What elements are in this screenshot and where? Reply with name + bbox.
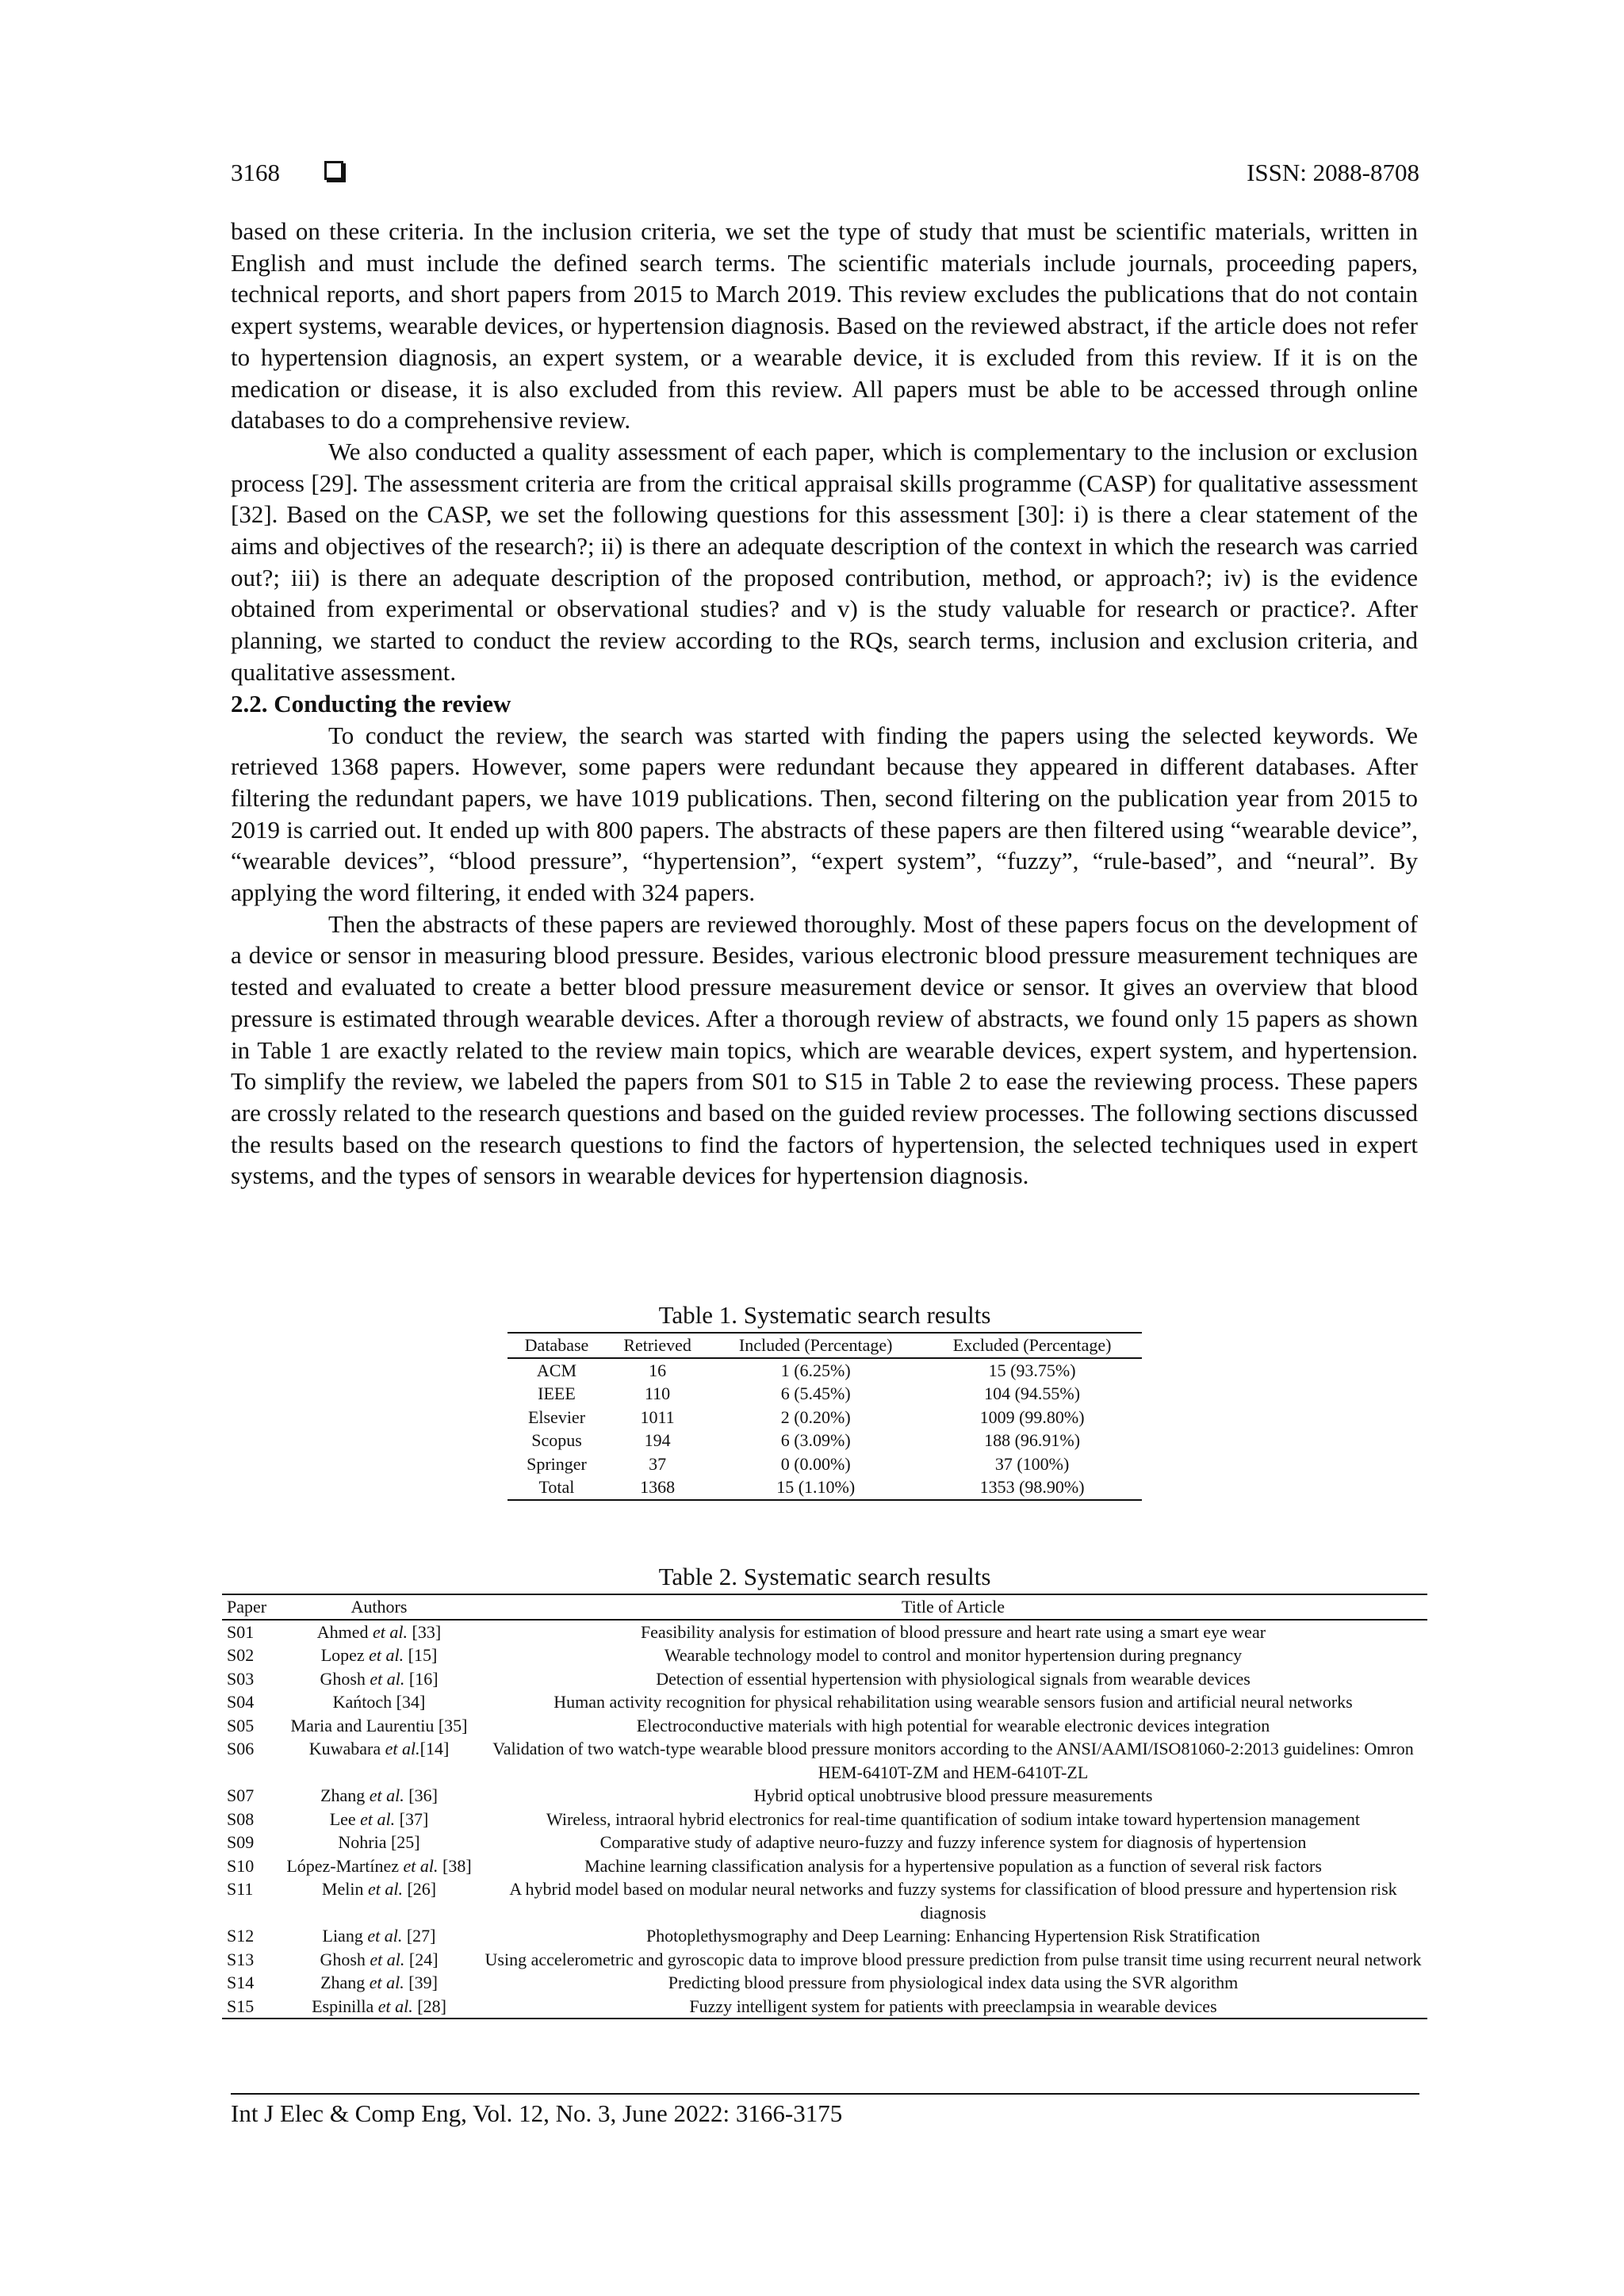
paper-id: S02	[227, 1645, 255, 1665]
table-1-caption: Table 1. Systematic search results	[658, 1301, 991, 1329]
et-al: et al.	[362, 1926, 403, 1946]
authors	[279, 1690, 479, 1714]
table-cell: Springer	[527, 1453, 587, 1474]
table-1-header: Database	[508, 1333, 606, 1358]
table-cell: Scopus	[531, 1430, 582, 1450]
authors	[279, 1667, 479, 1691]
article-title: Wearable technology model to control and monitor hypertension during pregnancy	[664, 1645, 1243, 1665]
table-2-header: Paper	[222, 1594, 279, 1620]
table-cell: 15 (1.10%)	[709, 1475, 922, 1500]
footer-divider	[231, 2093, 1419, 2095]
article-title: Wireless, intraoral hybrid electronics for real-time quantification of sodium intake toward hypertension management	[546, 1808, 1361, 1829]
table-row	[222, 1854, 1427, 1878]
reference: [33]	[408, 1621, 442, 1642]
authors	[279, 1854, 479, 1878]
table-cell: 15 (93.75%)	[988, 1360, 1076, 1380]
table-cell: 0 (0.00%)	[780, 1453, 851, 1474]
reference: [28]	[412, 1996, 446, 2016]
authors	[279, 1948, 479, 1972]
reference: [16]	[404, 1668, 439, 1689]
article-title: A hybrid model based on modular neural networks and fuzzy systems for classification of blood pressure and hypertension risk diagnosis	[509, 1879, 1397, 1923]
et-al: et al.	[365, 1668, 405, 1689]
reference: [38]	[438, 1855, 472, 1876]
author-name: Ahmed	[316, 1621, 369, 1642]
et-al: et al.	[363, 1879, 403, 1899]
author-name: Kuwabara	[308, 1739, 381, 1758]
table-1-header-row	[508, 1333, 1142, 1358]
reference: [24]	[404, 1949, 439, 1969]
table-cell: Total	[508, 1475, 606, 1500]
table-row	[222, 1620, 1427, 1644]
author-name: Liang	[322, 1926, 363, 1946]
authors	[279, 1995, 479, 2019]
paper-id: S08	[227, 1808, 255, 1829]
et-al: et al.	[355, 1808, 396, 1829]
article-title: Feasibility analysis for estimation of blood pressure and heart rate using a smart eye wear	[640, 1621, 1266, 1642]
table-2-caption: Table 2. Systematic search results	[658, 1563, 991, 1590]
article-title: Detection of essential hypertension with physiological signals from wearable devices	[656, 1668, 1251, 1689]
author-name: Kańtoch [34]	[332, 1692, 426, 1712]
author-name: Maria and Laurentiu [35]	[290, 1715, 468, 1735]
table-cell: 16	[649, 1360, 667, 1380]
author-name: Lopez	[320, 1645, 365, 1665]
table-row	[222, 1995, 1427, 2019]
table-1-header: Included (Percentage)	[709, 1333, 922, 1358]
table-cell: 104 (94.55%)	[984, 1383, 1081, 1403]
article-title: Hybrid optical unobtrusive blood pressure measurements	[753, 1785, 1153, 1805]
et-al: et al.	[364, 1645, 404, 1665]
authors	[279, 1877, 479, 1924]
table-2-header-row	[222, 1594, 1427, 1620]
author-name: Nohria [25]	[338, 1832, 420, 1852]
table-cell: ACM	[536, 1360, 577, 1380]
table-cell: 37 (100%)	[994, 1453, 1070, 1474]
authors	[279, 1784, 479, 1808]
reference: [15]	[404, 1645, 438, 1665]
table-2-header: Authors	[279, 1594, 479, 1620]
table-row	[222, 1877, 1427, 1924]
table-2-header: Title of Article	[479, 1594, 1427, 1620]
page-number: 3168	[231, 159, 280, 186]
table-cell: 6 (5.45%)	[780, 1383, 851, 1403]
article-title: Using accelerometric and gyroscopic data to improve blood pressure prediction from pulse transit time using recurrent neural network	[485, 1949, 1422, 1969]
table-cell: 194	[644, 1430, 671, 1450]
et-al: et al.	[365, 1973, 404, 1992]
author-name: Lee	[329, 1808, 356, 1829]
article-title: Human activity recognition for physical rehabilitation using wearable sensors fusion and artificial neural networks	[553, 1692, 1353, 1712]
square-bullet-icon	[324, 161, 343, 180]
article-title: Machine learning classification analysis for a hypertensive population as a function of several risk factors	[584, 1855, 1322, 1876]
table-row	[222, 1924, 1427, 1948]
authors	[279, 1620, 479, 1644]
table-row	[222, 1784, 1427, 1808]
paper-id: S04	[227, 1692, 255, 1712]
table-cell: 6 (3.09%)	[780, 1430, 851, 1450]
paper-id: S03	[227, 1668, 255, 1689]
article-title: Electroconductive materials with high potential for wearable electronic devices integration	[636, 1715, 1270, 1735]
reference: [36]	[404, 1785, 438, 1805]
article-title: Validation of two watch-type wearable blood pressure monitors according to the ANSI/AAMI/ISO81060-2:2013 guidelines: Omron HEM-6410T-ZM and HEM-6410T-ZL	[492, 1739, 1414, 1782]
table-cell: 1011	[640, 1406, 675, 1427]
table-cell: 188 (96.91%)	[984, 1430, 1081, 1450]
paragraph-3: To conduct the review, the search was started with finding the papers using the selected keywords. We retrieved 1368 papers. However, some papers were redundant because they appeared in different databases. After filtering the redundant papers, we have 1019 publications. Then, second filtering on the publication year from 2015 to 2019 is carried out. It ended up with 800 papers. The abstracts of these papers are then filtered using “wearable device”, “wearable devices”, “blood pressure”, “hypertension”, “expert system”, “fuzzy”, “rule-based”, and “neural”. By applying the word filtering, it ended with 324 papers.	[231, 721, 1418, 907]
author-name: Melin	[321, 1879, 364, 1899]
table-cell: IEEE	[538, 1383, 576, 1403]
issn: ISSN: 2088-8708	[1247, 159, 1419, 186]
footer-citation: Int J Elec & Comp Eng, Vol. 12, No. 3, June 2022: 3166-3175	[231, 2099, 843, 2127]
authors	[279, 1714, 479, 1738]
et-al: et al.	[368, 1621, 408, 1642]
table-row	[222, 1714, 1427, 1738]
page-header	[231, 155, 1419, 190]
authors	[279, 1808, 479, 1831]
paragraph-2: We also conducted a quality assessment of each paper, which is complementary to the inclusion or exclusion process [29]. The assessment criteria are from the critical appraisal skills programme (CASP) for qualitative assessment [32]. Based on the CASP, we set the following questions for this assessment [30]: i) is there a clear statement of the aims and objectives of the research?; ii) is there an adequate description of the context in which the research was carried out?; iii) is there an adequate description of the proposed contribution, method, or approach?; iv) is the evidence obtained from experimental or observational studies? and v) is the study valuable for research or practice?. After planning, we started to conduct the review according to the RQs, search terms, inclusion and exclusion criteria, and qualitative assessment.	[231, 437, 1418, 686]
table-cell: Elsevier	[527, 1406, 586, 1427]
table-cell: 37	[649, 1453, 667, 1474]
table-cell: 110	[645, 1383, 671, 1403]
paragraph-1: based on these criteria. In the inclusion criteria, we set the type of study that must be scientific materials, written in English and must include the defined search terms. The scientific materials include journals, proceeding papers, technical reports, and short papers from 2015 to March 2019. This review excludes the publications that do not contain expert systems, wearable devices, or hypertension diagnosis. Based on the reviewed abstract, if the article does not refer to hypertension diagnosis, an expert system, or a wearable device, it is excluded from this review. If it is on the medication or disease, it is also excluded from this review. All papers must be able to be accessed through online databases to do a comprehensive review.	[231, 217, 1418, 434]
table-row	[508, 1452, 1142, 1476]
table-row	[508, 1382, 1142, 1406]
paper-id: S06	[227, 1739, 255, 1758]
reference: [39]	[404, 1973, 438, 1992]
table-row	[222, 1808, 1427, 1831]
paper-id: S10	[227, 1855, 255, 1876]
author-name: López-Martínez	[286, 1855, 400, 1876]
table-row	[222, 1737, 1427, 1784]
article-title: Fuzzy intelligent system for patients with preeclampsia in wearable devices	[479, 1995, 1427, 2019]
paper-id: S15	[222, 1995, 279, 2019]
table-row	[222, 1690, 1427, 1714]
table-row	[508, 1406, 1142, 1429]
et-al: et al.	[373, 1996, 413, 2016]
paper-id: S07	[227, 1785, 255, 1805]
paper-id: S05	[227, 1715, 255, 1735]
reference: [27]	[402, 1926, 436, 1946]
authors	[279, 1737, 479, 1784]
reference: [26]	[402, 1879, 437, 1899]
et-al: et al.	[365, 1949, 405, 1969]
table-cell: 1368	[606, 1475, 709, 1500]
paragraph-4: Then the abstracts of these papers are reviewed thoroughly. Most of these papers focus on the development of a device or sensor in measuring blood pressure. Besides, various electronic blood pressure measurement techniques are tested and evaluated to create a better blood pressure measurement device or sensor. It gives an overview that blood pressure is estimated through wearable devices. After a thorough review of abstracts, we found only 15 papers as shown in Table 1 are exactly related to the review main topics, which are wearable devices, expert system, and hypertension. To simplify the review, we labeled the papers from S01 to S15 in Table 2 to ease the reviewing process. These papers are crossly related to the research questions and based on the guided review processes. The following sections discussed the results based on the research questions to find the factors of hypertension, the selected techniques used in expert systems, and the types of sensors in wearable devices for hypertension diagnosis.	[231, 909, 1418, 1190]
author-name: Espinilla	[312, 1996, 374, 2016]
authors	[279, 1971, 479, 1995]
table-row	[222, 1948, 1427, 1972]
table-1-header: Excluded (Percentage)	[922, 1333, 1142, 1358]
author-name: Zhang	[320, 1785, 366, 1805]
paper-id: S13	[227, 1949, 255, 1969]
body-text	[231, 216, 1418, 1192]
table-1	[508, 1332, 1142, 1501]
author-name: Ghosh	[320, 1949, 366, 1969]
authors	[279, 1924, 479, 1948]
table-row	[222, 1971, 1427, 1995]
paper-id: S12	[227, 1926, 255, 1946]
article-title: Comparative study of adaptive neuro-fuzzy and fuzzy inference system for diagnosis of hypertension	[599, 1832, 1307, 1852]
table-row	[222, 1831, 1427, 1854]
table-row	[222, 1667, 1427, 1691]
authors	[279, 1644, 479, 1667]
reference: [14]	[419, 1739, 450, 1758]
et-al: et al.	[399, 1855, 439, 1876]
paper-id: S09	[227, 1832, 255, 1852]
section-heading: 2.2. Conducting the review	[231, 689, 511, 718]
table-cell: 1 (6.25%)	[780, 1360, 851, 1380]
reference: [37]	[395, 1808, 429, 1829]
table-cell: 2 (0.20%)	[780, 1406, 851, 1427]
author-name: Zhang	[320, 1973, 366, 1992]
table-row	[222, 1644, 1427, 1667]
table-row	[508, 1358, 1142, 1383]
paper-id: S11	[227, 1879, 254, 1899]
et-al: et al.	[381, 1739, 420, 1758]
table-row	[508, 1429, 1142, 1452]
table-cell: 1009 (99.80%)	[979, 1406, 1085, 1427]
author-name: Ghosh	[320, 1668, 366, 1689]
authors	[279, 1831, 479, 1854]
table-2	[222, 1594, 1427, 2019]
article-title: Photoplethysmography and Deep Learning: Enhancing Hypertension Risk Stratification	[645, 1926, 1261, 1946]
paper-id: S14	[227, 1973, 255, 1992]
et-al: et al.	[365, 1785, 404, 1805]
table-cell: 1353 (98.90%)	[922, 1475, 1142, 1500]
article-title: Predicting blood pressure from physiological index data using the SVR algorithm	[668, 1973, 1239, 1992]
paper-id: S01	[227, 1621, 255, 1642]
table-1-header: Retrieved	[606, 1333, 709, 1358]
table-row	[508, 1475, 1142, 1500]
